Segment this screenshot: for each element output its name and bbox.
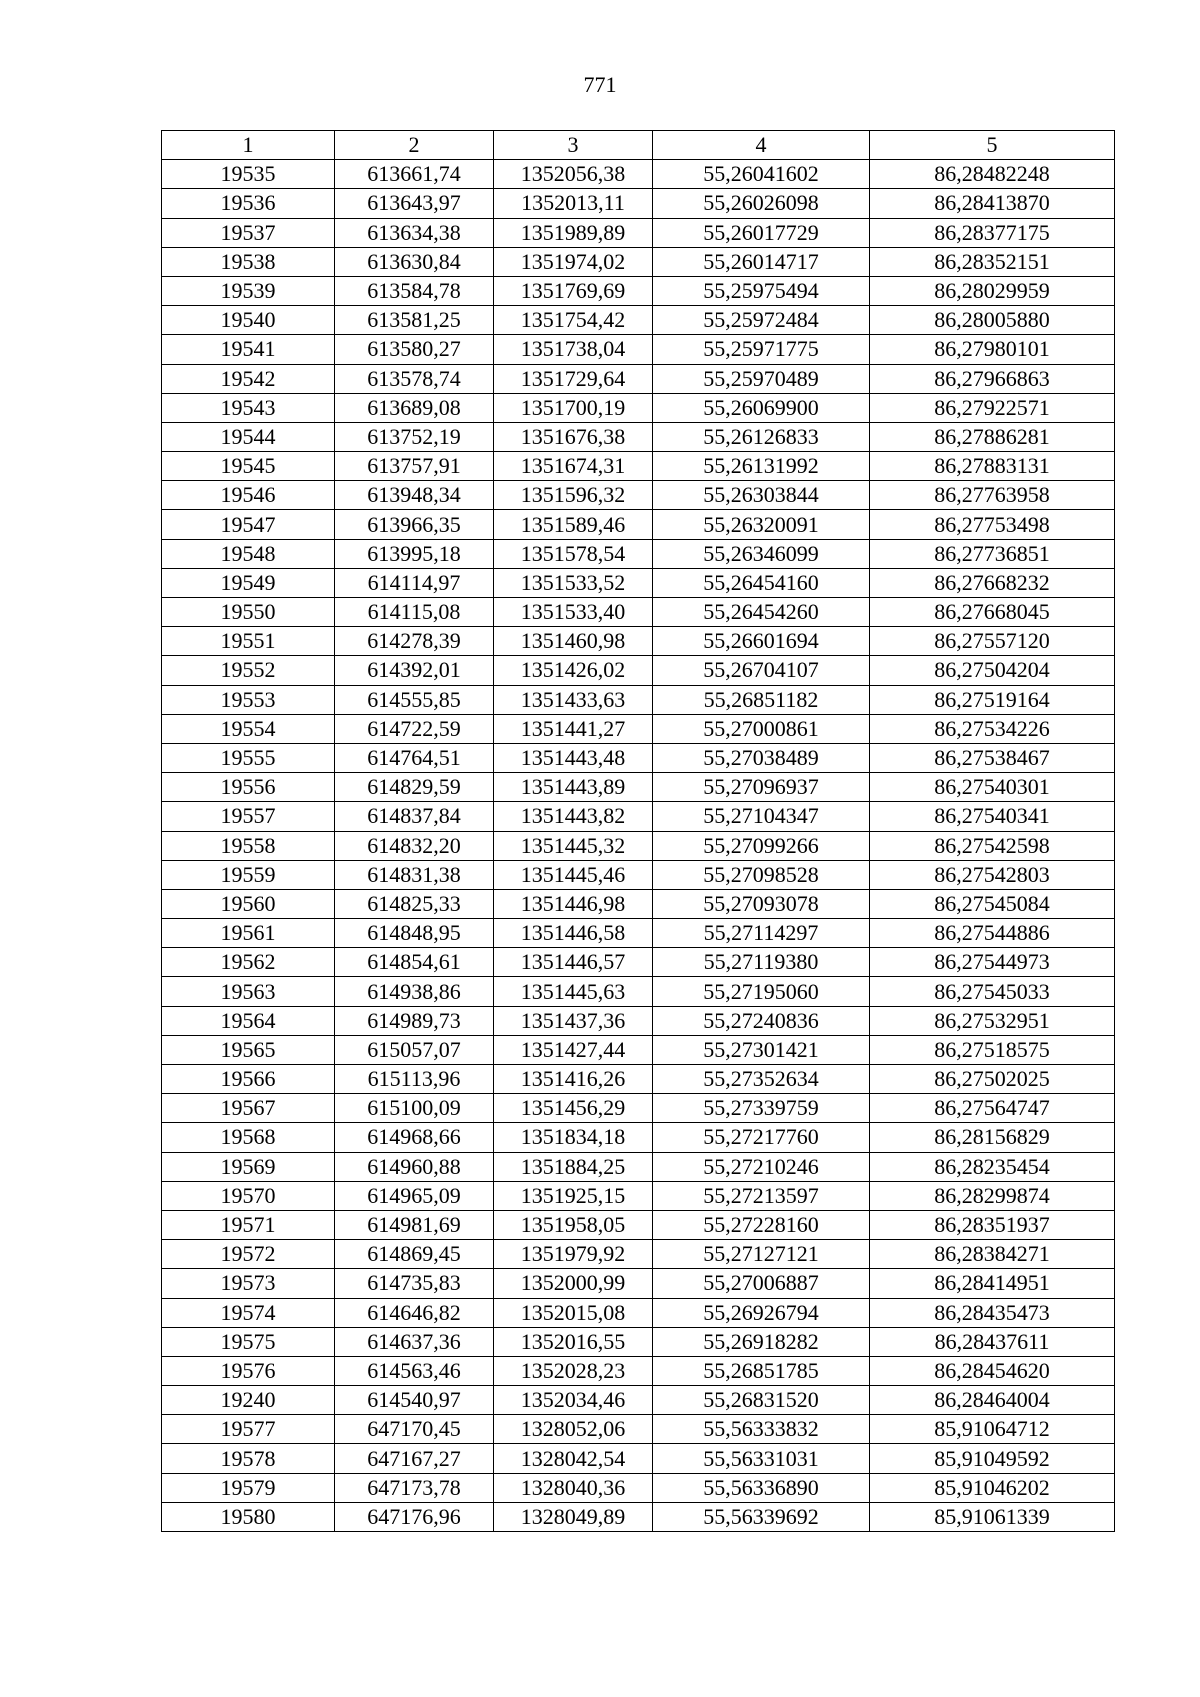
table-cell: 1351446,57 <box>494 948 653 977</box>
table-cell: 614837,84 <box>335 802 494 831</box>
table-cell: 19546 <box>162 481 335 510</box>
table-cell: 647173,78 <box>335 1473 494 1502</box>
table-row <box>162 831 1115 860</box>
table-cell: 19551 <box>162 627 335 656</box>
table-cell: 86,28377175 <box>870 218 1115 247</box>
table-row <box>162 1006 1115 1035</box>
table-cell: 85,91064712 <box>870 1415 1115 1444</box>
table-cell: 55,27127121 <box>653 1240 870 1269</box>
table-cell: 19573 <box>162 1269 335 1298</box>
table-cell: 613661,74 <box>335 160 494 189</box>
table-cell: 86,27564747 <box>870 1094 1115 1123</box>
table-cell: 19559 <box>162 860 335 889</box>
table-cell: 613752,19 <box>335 422 494 451</box>
table-cell: 86,28413870 <box>870 189 1115 218</box>
table-cell: 55,26014717 <box>653 247 870 276</box>
table-row <box>162 568 1115 597</box>
column-header: 5 <box>870 131 1115 160</box>
table-cell: 86,28299874 <box>870 1181 1115 1210</box>
table-cell: 85,91049592 <box>870 1444 1115 1473</box>
table-cell: 55,26851182 <box>653 685 870 714</box>
table-cell: 615113,96 <box>335 1065 494 1094</box>
table-cell: 614555,85 <box>335 685 494 714</box>
table-row <box>162 481 1115 510</box>
table-cell: 19544 <box>162 422 335 451</box>
table-cell: 55,27099266 <box>653 831 870 860</box>
table-cell: 614114,97 <box>335 568 494 597</box>
table-cell: 613584,78 <box>335 276 494 305</box>
table-cell: 19543 <box>162 393 335 422</box>
table-row <box>162 1210 1115 1239</box>
table-cell: 86,27668232 <box>870 568 1115 597</box>
table-row <box>162 1386 1115 1415</box>
table-row <box>162 1094 1115 1123</box>
table-cell: 1328042,54 <box>494 1444 653 1473</box>
table-cell: 1351456,29 <box>494 1094 653 1123</box>
table-cell: 86,27668045 <box>870 598 1115 627</box>
table-cell: 86,27540301 <box>870 773 1115 802</box>
table-cell: 86,28437611 <box>870 1327 1115 1356</box>
table-cell: 55,56331031 <box>653 1444 870 1473</box>
table-cell: 19572 <box>162 1240 335 1269</box>
table-cell: 614968,66 <box>335 1123 494 1152</box>
table-body <box>162 160 1115 1532</box>
table-row <box>162 1298 1115 1327</box>
table-cell: 55,26926794 <box>653 1298 870 1327</box>
table-cell: 19564 <box>162 1006 335 1035</box>
table-cell: 19567 <box>162 1094 335 1123</box>
table-cell: 19560 <box>162 889 335 918</box>
table-cell: 86,28435473 <box>870 1298 1115 1327</box>
table-row <box>162 919 1115 948</box>
table-cell: 55,26851785 <box>653 1356 870 1385</box>
table-cell: 19576 <box>162 1356 335 1385</box>
table-cell: 19561 <box>162 919 335 948</box>
table-cell: 1351578,54 <box>494 539 653 568</box>
table-cell: 55,26831520 <box>653 1386 870 1415</box>
table-cell: 1351589,46 <box>494 510 653 539</box>
table-cell: 19548 <box>162 539 335 568</box>
table-cell: 614981,69 <box>335 1210 494 1239</box>
table-cell: 1351700,19 <box>494 393 653 422</box>
table-cell: 86,27545084 <box>870 889 1115 918</box>
table-cell: 86,28235454 <box>870 1152 1115 1181</box>
table-cell: 86,28482248 <box>870 160 1115 189</box>
table-cell: 614831,38 <box>335 860 494 889</box>
table-cell: 613580,27 <box>335 335 494 364</box>
table-cell: 86,27544886 <box>870 919 1115 948</box>
table-cell: 1351427,44 <box>494 1035 653 1064</box>
table-cell: 86,27753498 <box>870 510 1115 539</box>
table-cell: 55,27006887 <box>653 1269 870 1298</box>
table-cell: 614854,61 <box>335 948 494 977</box>
table-cell: 19557 <box>162 802 335 831</box>
table-cell: 1351445,46 <box>494 860 653 889</box>
table-cell: 613634,38 <box>335 218 494 247</box>
table-cell: 86,27980101 <box>870 335 1115 364</box>
table-cell: 86,27534226 <box>870 714 1115 743</box>
table-cell: 614646,82 <box>335 1298 494 1327</box>
table-row <box>162 306 1115 335</box>
table-cell: 613757,91 <box>335 452 494 481</box>
table-cell: 55,25971775 <box>653 335 870 364</box>
table-cell: 55,25975494 <box>653 276 870 305</box>
table-cell: 19541 <box>162 335 335 364</box>
table-cell: 1351674,31 <box>494 452 653 481</box>
table-row <box>162 539 1115 568</box>
table-cell: 647167,27 <box>335 1444 494 1473</box>
header-row <box>162 131 1115 160</box>
table-cell: 1351769,69 <box>494 276 653 305</box>
table-cell: 86,27966863 <box>870 364 1115 393</box>
table-row <box>162 1035 1115 1064</box>
table-cell: 55,27098528 <box>653 860 870 889</box>
table-cell: 85,91046202 <box>870 1473 1115 1502</box>
table-row <box>162 1181 1115 1210</box>
table-cell: 86,27544973 <box>870 948 1115 977</box>
table-row <box>162 1152 1115 1181</box>
table-cell: 55,26704107 <box>653 656 870 685</box>
table-cell: 85,91061339 <box>870 1502 1115 1531</box>
table-row <box>162 860 1115 889</box>
table-cell: 613966,35 <box>335 510 494 539</box>
table-cell: 19575 <box>162 1327 335 1356</box>
table-cell: 1351974,02 <box>494 247 653 276</box>
table-row <box>162 977 1115 1006</box>
table-row <box>162 189 1115 218</box>
table-cell: 19545 <box>162 452 335 481</box>
table-cell: 1351989,89 <box>494 218 653 247</box>
table-row <box>162 948 1115 977</box>
table-cell: 55,26918282 <box>653 1327 870 1356</box>
table-row <box>162 598 1115 627</box>
table-cell: 1351596,32 <box>494 481 653 510</box>
table-row <box>162 364 1115 393</box>
table-cell: 86,27922571 <box>870 393 1115 422</box>
table-row <box>162 1327 1115 1356</box>
table-row <box>162 218 1115 247</box>
table-cell: 19579 <box>162 1473 335 1502</box>
table-cell: 55,26320091 <box>653 510 870 539</box>
table-cell: 86,28454620 <box>870 1356 1115 1385</box>
table-cell: 1351446,58 <box>494 919 653 948</box>
table-cell: 1352028,23 <box>494 1356 653 1385</box>
table-cell: 55,26126833 <box>653 422 870 451</box>
table-cell: 614735,83 <box>335 1269 494 1298</box>
table-cell: 86,28029959 <box>870 276 1115 305</box>
table-row <box>162 422 1115 451</box>
table-cell: 1351533,40 <box>494 598 653 627</box>
table-cell: 86,27518575 <box>870 1035 1115 1064</box>
table-row <box>162 1240 1115 1269</box>
table-row <box>162 393 1115 422</box>
table-cell: 55,27210246 <box>653 1152 870 1181</box>
table-cell: 19580 <box>162 1502 335 1531</box>
table-cell: 86,27736851 <box>870 539 1115 568</box>
table-cell: 19535 <box>162 160 335 189</box>
table-cell: 1351446,98 <box>494 889 653 918</box>
table-cell: 55,26026098 <box>653 189 870 218</box>
column-header: 2 <box>335 131 494 160</box>
table-cell: 1351460,98 <box>494 627 653 656</box>
table-cell: 1328040,36 <box>494 1473 653 1502</box>
table-cell: 647170,45 <box>335 1415 494 1444</box>
table-cell: 614540,97 <box>335 1386 494 1415</box>
table-cell: 614825,33 <box>335 889 494 918</box>
table-cell: 55,27228160 <box>653 1210 870 1239</box>
table-cell: 614989,73 <box>335 1006 494 1035</box>
table-cell: 55,26454160 <box>653 568 870 597</box>
table-cell: 55,26601694 <box>653 627 870 656</box>
table-cell: 19558 <box>162 831 335 860</box>
table-cell: 55,27119380 <box>653 948 870 977</box>
table-cell: 19563 <box>162 977 335 1006</box>
table-cell: 614764,51 <box>335 743 494 772</box>
table-row <box>162 1123 1115 1152</box>
table-row <box>162 743 1115 772</box>
table-cell: 55,26069900 <box>653 393 870 422</box>
table-row <box>162 889 1115 918</box>
table-cell: 55,26041602 <box>653 160 870 189</box>
table-cell: 86,27557120 <box>870 627 1115 656</box>
table-cell: 613948,34 <box>335 481 494 510</box>
table-cell: 614938,86 <box>335 977 494 1006</box>
table-cell: 86,27542803 <box>870 860 1115 889</box>
table-cell: 1351676,38 <box>494 422 653 451</box>
table-cell: 613689,08 <box>335 393 494 422</box>
table-cell: 86,27545033 <box>870 977 1115 1006</box>
table-cell: 614722,59 <box>335 714 494 743</box>
table-cell: 55,26454260 <box>653 598 870 627</box>
table-cell: 55,27352634 <box>653 1065 870 1094</box>
table-cell: 1351441,27 <box>494 714 653 743</box>
table-cell: 19570 <box>162 1181 335 1210</box>
table-cell: 86,27519164 <box>870 685 1115 714</box>
table-cell: 55,27240836 <box>653 1006 870 1035</box>
table-cell: 19574 <box>162 1298 335 1327</box>
table-cell: 86,27504204 <box>870 656 1115 685</box>
table-row <box>162 773 1115 802</box>
table-cell: 1352000,99 <box>494 1269 653 1298</box>
table-cell: 19562 <box>162 948 335 977</box>
table-cell: 86,27886281 <box>870 422 1115 451</box>
table-cell: 19547 <box>162 510 335 539</box>
coordinates-table <box>161 130 1115 1532</box>
table-cell: 1352015,08 <box>494 1298 653 1327</box>
table-cell: 613578,74 <box>335 364 494 393</box>
table-cell: 86,28156829 <box>870 1123 1115 1152</box>
table-row <box>162 1473 1115 1502</box>
table-row <box>162 335 1115 364</box>
table-cell: 55,27000861 <box>653 714 870 743</box>
table-cell: 1352013,11 <box>494 189 653 218</box>
table-cell: 1351925,15 <box>494 1181 653 1210</box>
column-header: 3 <box>494 131 653 160</box>
table-cell: 86,27540341 <box>870 802 1115 831</box>
table-cell: 1351437,36 <box>494 1006 653 1035</box>
table-cell: 19542 <box>162 364 335 393</box>
table-row <box>162 1415 1115 1444</box>
table-cell: 19556 <box>162 773 335 802</box>
table-cell: 86,28352151 <box>870 247 1115 276</box>
table-cell: 1352056,38 <box>494 160 653 189</box>
table-cell: 615057,07 <box>335 1035 494 1064</box>
table-row <box>162 685 1115 714</box>
table-cell: 1351443,82 <box>494 802 653 831</box>
table-cell: 19555 <box>162 743 335 772</box>
table-cell: 19553 <box>162 685 335 714</box>
table-cell: 19537 <box>162 218 335 247</box>
table-cell: 55,56339692 <box>653 1502 870 1531</box>
table-cell: 86,27502025 <box>870 1065 1115 1094</box>
table-cell: 614278,39 <box>335 627 494 656</box>
table-cell: 19536 <box>162 189 335 218</box>
table-cell: 614965,09 <box>335 1181 494 1210</box>
table-cell: 1351445,63 <box>494 977 653 1006</box>
table-cell: 614392,01 <box>335 656 494 685</box>
table-cell: 614832,20 <box>335 831 494 860</box>
table-cell: 614869,45 <box>335 1240 494 1269</box>
table-cell: 55,27038489 <box>653 743 870 772</box>
table-cell: 613995,18 <box>335 539 494 568</box>
table-cell: 1351533,52 <box>494 568 653 597</box>
table-cell: 19549 <box>162 568 335 597</box>
table-cell: 1351834,18 <box>494 1123 653 1152</box>
table-cell: 55,27093078 <box>653 889 870 918</box>
table-row <box>162 1444 1115 1473</box>
table-cell: 86,28384271 <box>870 1240 1115 1269</box>
table-cell: 647176,96 <box>335 1502 494 1531</box>
table-cell: 55,27213597 <box>653 1181 870 1210</box>
table-cell: 19565 <box>162 1035 335 1064</box>
table-cell: 86,28414951 <box>870 1269 1115 1298</box>
table-cell: 86,27538467 <box>870 743 1115 772</box>
table-cell: 1351445,32 <box>494 831 653 860</box>
table-cell: 55,27114297 <box>653 919 870 948</box>
table-cell: 614848,95 <box>335 919 494 948</box>
table-row <box>162 247 1115 276</box>
table-cell: 1351754,42 <box>494 306 653 335</box>
table-cell: 55,27301421 <box>653 1035 870 1064</box>
table-cell: 613643,97 <box>335 189 494 218</box>
table-cell: 55,27217760 <box>653 1123 870 1152</box>
table-cell: 19539 <box>162 276 335 305</box>
table-row <box>162 714 1115 743</box>
table-cell: 55,25972484 <box>653 306 870 335</box>
table-cell: 86,27883131 <box>870 452 1115 481</box>
table-cell: 19240 <box>162 1386 335 1415</box>
table-cell: 55,27096937 <box>653 773 870 802</box>
table-cell: 86,27763958 <box>870 481 1115 510</box>
table-cell: 19578 <box>162 1444 335 1473</box>
table-cell: 1351884,25 <box>494 1152 653 1181</box>
table-cell: 19550 <box>162 598 335 627</box>
table-cell: 55,56336890 <box>653 1473 870 1502</box>
table-cell: 55,26131992 <box>653 452 870 481</box>
table-cell: 19566 <box>162 1065 335 1094</box>
table-cell: 19568 <box>162 1123 335 1152</box>
table-cell: 614960,88 <box>335 1152 494 1181</box>
table-cell: 1328052,06 <box>494 1415 653 1444</box>
table-cell: 19540 <box>162 306 335 335</box>
table-cell: 19552 <box>162 656 335 685</box>
table-cell: 55,25970489 <box>653 364 870 393</box>
table-row <box>162 160 1115 189</box>
table-cell: 1351426,02 <box>494 656 653 685</box>
column-header: 1 <box>162 131 335 160</box>
table-cell: 1352034,46 <box>494 1386 653 1415</box>
table-cell: 55,26346099 <box>653 539 870 568</box>
table-row <box>162 656 1115 685</box>
table-cell: 1351958,05 <box>494 1210 653 1239</box>
table-cell: 1351443,48 <box>494 743 653 772</box>
table-cell: 613630,84 <box>335 247 494 276</box>
table-row <box>162 1065 1115 1094</box>
table-cell: 1351433,63 <box>494 685 653 714</box>
table-cell: 86,27532951 <box>870 1006 1115 1035</box>
table-cell: 55,27195060 <box>653 977 870 1006</box>
table-cell: 86,28005880 <box>870 306 1115 335</box>
table-cell: 613581,25 <box>335 306 494 335</box>
table-cell: 1351729,64 <box>494 364 653 393</box>
table-cell: 86,28464004 <box>870 1386 1115 1415</box>
table-cell: 55,27104347 <box>653 802 870 831</box>
table-row <box>162 627 1115 656</box>
table-cell: 55,56333832 <box>653 1415 870 1444</box>
table-cell: 86,28351937 <box>870 1210 1115 1239</box>
column-header: 4 <box>653 131 870 160</box>
table-cell: 19571 <box>162 1210 335 1239</box>
table-row <box>162 1502 1115 1531</box>
table-row <box>162 452 1115 481</box>
table-cell: 55,27339759 <box>653 1094 870 1123</box>
table-cell: 1351738,04 <box>494 335 653 364</box>
table-cell: 614637,36 <box>335 1327 494 1356</box>
table-cell: 19569 <box>162 1152 335 1181</box>
page-number: 771 <box>583 72 617 97</box>
table-cell: 19538 <box>162 247 335 276</box>
table-row <box>162 510 1115 539</box>
table-row <box>162 802 1115 831</box>
table-cell: 1351979,92 <box>494 1240 653 1269</box>
table-header <box>162 131 1115 160</box>
table-cell: 19577 <box>162 1415 335 1444</box>
table-cell: 1351416,26 <box>494 1065 653 1094</box>
table-cell: 614829,59 <box>335 773 494 802</box>
table-cell: 615100,09 <box>335 1094 494 1123</box>
table-cell: 86,27542598 <box>870 831 1115 860</box>
table-cell: 19554 <box>162 714 335 743</box>
table-cell: 1328049,89 <box>494 1502 653 1531</box>
table-cell: 55,26303844 <box>653 481 870 510</box>
table-cell: 1351443,89 <box>494 773 653 802</box>
table-cell: 614115,08 <box>335 598 494 627</box>
table-cell: 1352016,55 <box>494 1327 653 1356</box>
table-row <box>162 1269 1115 1298</box>
table-cell: 614563,46 <box>335 1356 494 1385</box>
table-cell: 55,26017729 <box>653 218 870 247</box>
table-row <box>162 1356 1115 1385</box>
table-row <box>162 276 1115 305</box>
